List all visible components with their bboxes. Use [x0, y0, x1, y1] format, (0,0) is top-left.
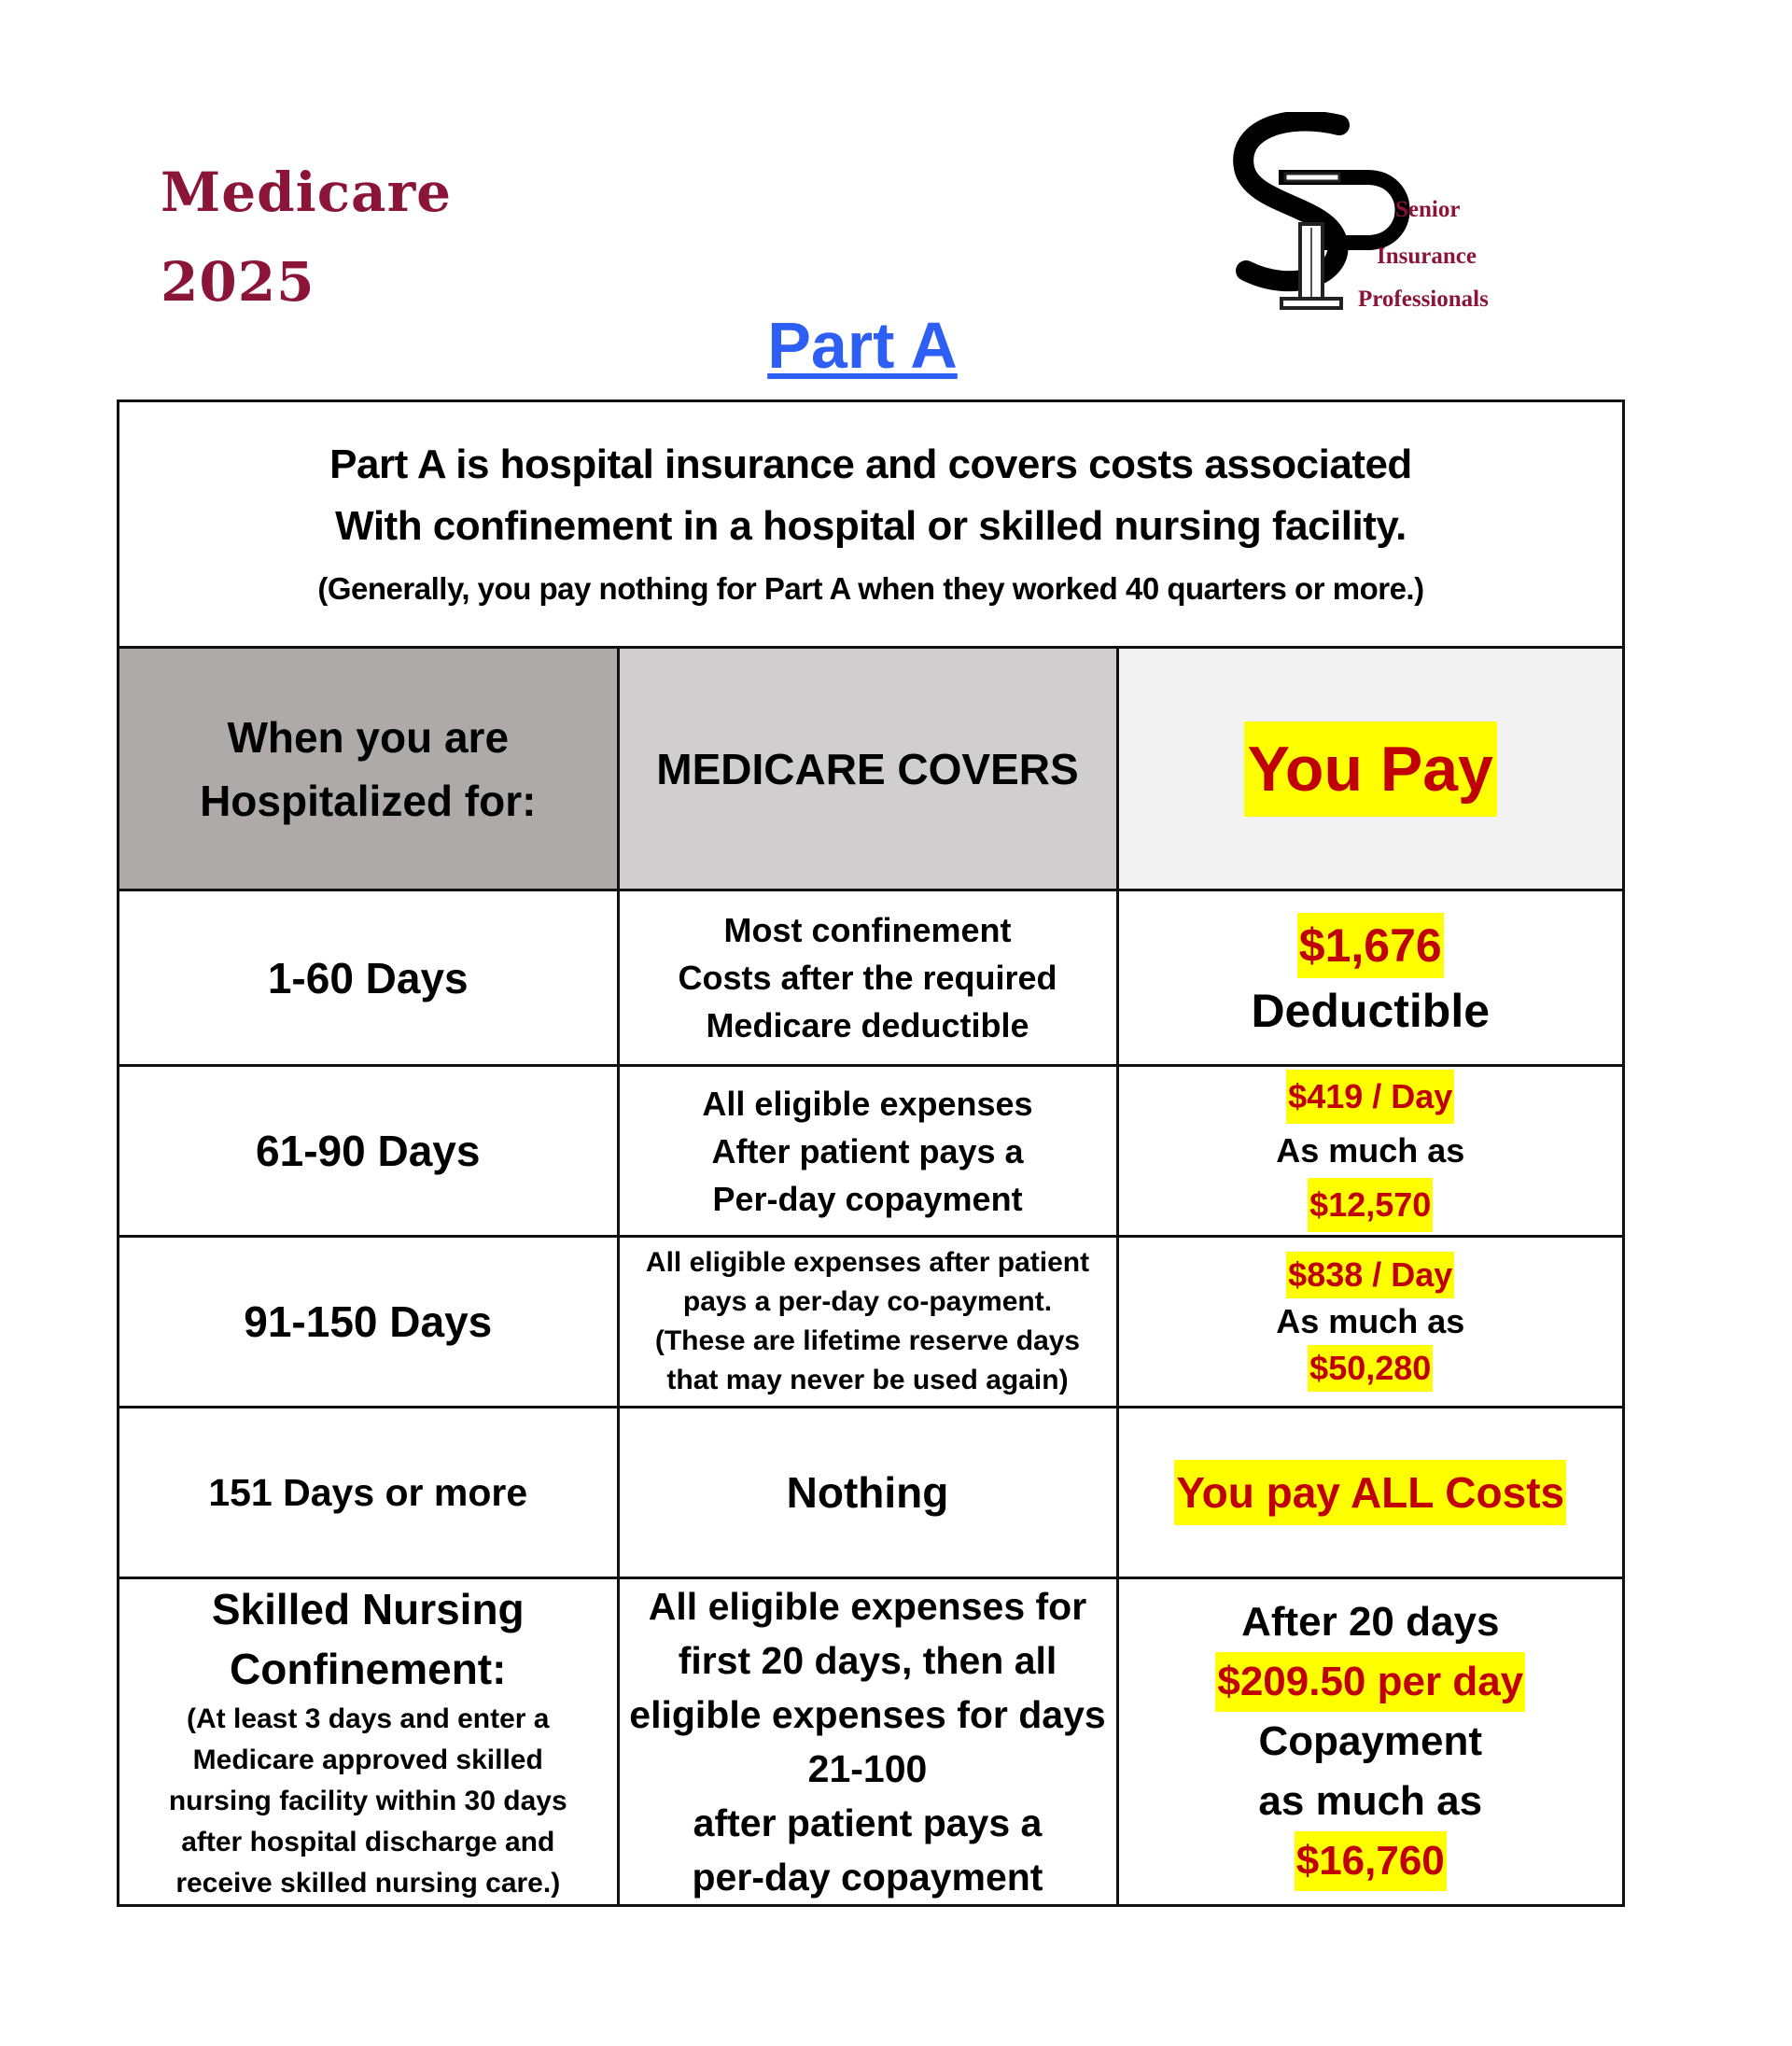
coverage-table-container [117, 399, 1625, 1907]
intro-note: (Generally, you pay nothing for Part A when they worked 40 quarters or more.) [317, 571, 1424, 606]
you-pay-label: You Pay [1244, 722, 1497, 817]
pay-cell [1117, 1066, 1622, 1237]
covers-line: first 20 days, then all [678, 1639, 1057, 1682]
period-cell: 91-150 Days [119, 1237, 618, 1408]
daily-rate: $209.50 per day [1215, 1652, 1525, 1712]
snf-note-line: after hospital discharge and [181, 1827, 555, 1857]
as-much-as-label: As much as [1276, 1131, 1465, 1170]
pay-cell [1117, 1408, 1622, 1578]
max-amount: $16,760 [1295, 1831, 1447, 1891]
covers-line: Most confinement [723, 911, 1012, 949]
period-cell: 151 Days or more [119, 1408, 618, 1578]
max-amount: $12,570 [1308, 1178, 1433, 1232]
logo-insurance: Insurance [1377, 244, 1477, 269]
covers-line: Costs after the required [678, 959, 1057, 997]
covers-cell [618, 1066, 1117, 1237]
title-year: 2025 [161, 250, 315, 314]
as-much-as-label: As much as [1276, 1302, 1465, 1340]
table-row [119, 1237, 1622, 1408]
table-header-row [119, 649, 1622, 890]
deductible-amount: $1,676 [1297, 913, 1444, 978]
table-row [119, 1066, 1622, 1237]
pay-cell [1117, 1578, 1622, 1905]
covers-line: Per-day copayment [712, 1179, 1023, 1218]
section-title [0, 306, 1725, 385]
covers-line: that may never be used again) [666, 1365, 1069, 1395]
period-cell: 61-90 Days [119, 1066, 618, 1237]
covers-line: (These are lifetime reserve days [654, 1325, 1081, 1356]
snf-title-line1: Skilled Nursing [211, 1585, 525, 1633]
daily-rate: $838 / Day [1286, 1252, 1454, 1298]
covers-line: All eligible expenses [702, 1084, 1033, 1123]
period-cell: 1-60 Days [119, 890, 618, 1066]
coverage-table [119, 649, 1622, 1904]
covers-line: Medicare deductible [706, 1006, 1029, 1044]
pay-cell [1117, 890, 1622, 1066]
copayment-label: Copayment [1258, 1718, 1483, 1764]
snf-title-line2: Confinement: [230, 1645, 507, 1693]
covers-cell: Nothing [618, 1408, 1117, 1578]
covers-line: 21-100 [807, 1747, 928, 1790]
column-header-line1: When you are [227, 712, 510, 762]
intro-box [119, 402, 1622, 649]
period-cell [119, 1578, 618, 1905]
brand-title [161, 147, 452, 327]
table-row [119, 890, 1622, 1066]
column-header-line2: Hospitalized for: [200, 776, 537, 825]
company-logo [1227, 112, 1638, 317]
part-a-link[interactable]: Part A [767, 309, 958, 382]
covers-line: eligible expenses for days [629, 1693, 1106, 1736]
all-costs-label: You pay ALL Costs [1174, 1460, 1566, 1525]
covers-cell [618, 890, 1117, 1066]
covers-line: All eligible expenses for [648, 1585, 1087, 1628]
after-20-days-label: After 20 days [1241, 1599, 1500, 1645]
covers-line: per-day copayment [692, 1856, 1043, 1899]
pay-cell [1117, 1237, 1622, 1408]
as-much-as-label: as much as [1258, 1778, 1483, 1824]
snf-note-line: nursing facility within 30 days [168, 1786, 567, 1816]
covers-line: after patient pays a [693, 1801, 1043, 1844]
column-header-you-pay [1117, 649, 1622, 890]
daily-rate: $419 / Day [1286, 1070, 1454, 1124]
covers-line: After patient pays a [711, 1131, 1024, 1170]
title-medicare: Medicare [161, 161, 453, 224]
column-header-medicare-covers: MEDICARE COVERS [618, 649, 1117, 890]
deductible-label: Deductible [1251, 984, 1491, 1037]
covers-line: All eligible expenses after patient [645, 1247, 1090, 1278]
table-row [119, 1578, 1622, 1905]
column-header-hospitalized [119, 649, 618, 890]
intro-line-2: With confinement in a hospital or skilled nursing facility. [335, 503, 1407, 549]
table-row [119, 1408, 1622, 1578]
covers-line: pays a per-day co-payment. [682, 1286, 1053, 1317]
snf-note-line: (At least 3 days and enter a [187, 1703, 550, 1734]
logo-professionals: Professionals [1358, 287, 1489, 312]
logo-senior: Senior [1395, 197, 1461, 222]
covers-cell [618, 1578, 1117, 1905]
snf-note-line: Medicare approved skilled [192, 1745, 543, 1775]
max-amount: $50,280 [1308, 1345, 1433, 1392]
snf-note-line: receive skilled nursing care.) [175, 1868, 561, 1899]
intro-line-1: Part A is hospital insurance and covers costs associated [329, 441, 1412, 487]
covers-cell [618, 1237, 1117, 1408]
